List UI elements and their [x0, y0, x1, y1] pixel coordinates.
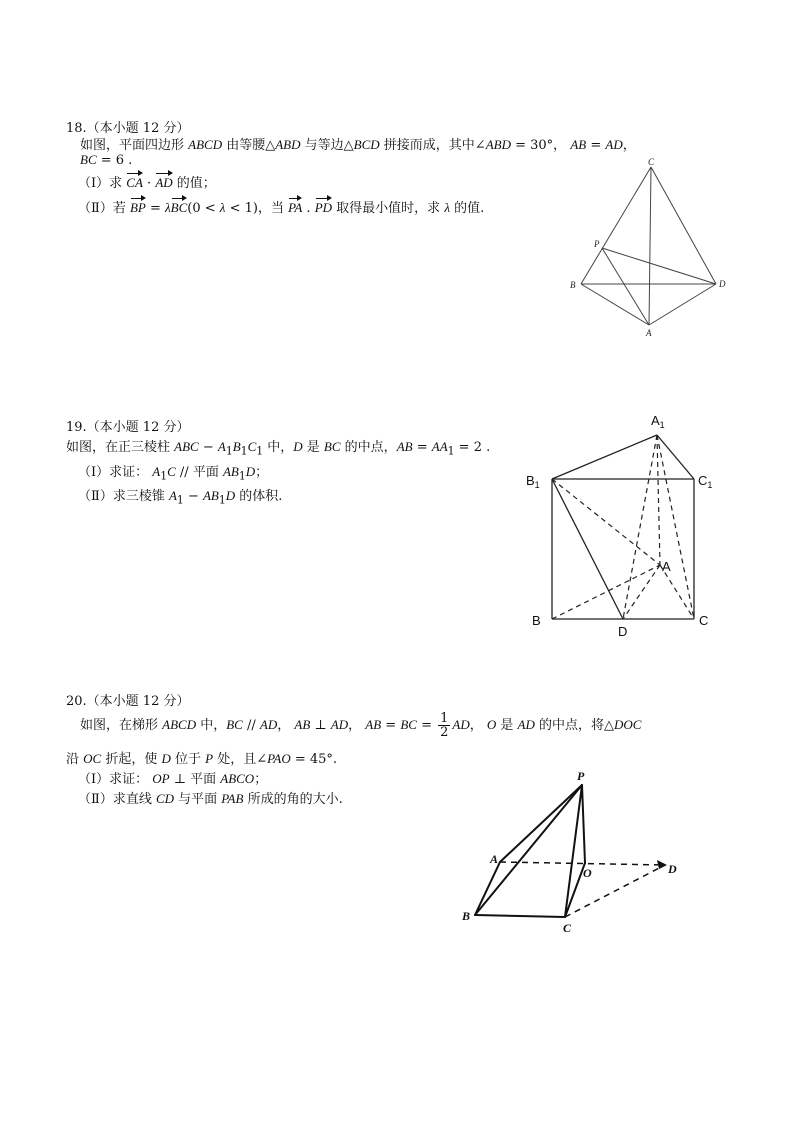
fig19-label-c1: $C_1$: [698, 473, 713, 490]
problem-18-stem-line1: 如图，平面四边形 ABCD 由等腰△ABD 与等边△BCD 拼接而成，其中∠ABD = 30°， AB = AD，: [80, 137, 636, 153]
fig18-label-d: D: [719, 279, 726, 289]
fig20-label-o: O: [583, 866, 592, 880]
fig19-edge-a1c1: [657, 435, 694, 479]
fig18-label-b: B: [570, 280, 576, 290]
problem-19-stem: 如图，在正三棱柱 ABC − $A_1B_1C_1$ 中，D 是 BC 的中点，AB = $AA_1 = 2$ .: [66, 439, 491, 458]
problem-20-stem-line2: 沿 OC 折起，使 D 位于 P 处，且∠PAO = 45°.: [66, 751, 338, 767]
fig20-edge-bc: [475, 915, 565, 917]
fig19-label-d: D: [618, 624, 628, 639]
fig19-edge-b1a1: [552, 435, 657, 479]
fig19-edge-ba: [552, 565, 660, 619]
problem-18-header: 18.（本小题 12 分）: [66, 121, 190, 136]
fig18-edge-ad: [649, 284, 716, 325]
fig19-edge-a1d: [623, 435, 657, 619]
problem-19-figure: [520, 405, 720, 640]
fig20-arrow-d: [657, 860, 667, 869]
fig18-edge-pa: [602, 248, 649, 325]
fig18-label-c: C: [648, 157, 655, 167]
fig18-label-a: A: [646, 328, 652, 338]
problem-19-part2: （Ⅱ）求三棱锥 $A_1 - AB_1D$ 的体积.: [78, 488, 283, 507]
fig20-label-c: C: [563, 921, 572, 935]
problem-20-stem-line1: 如图，在梯形 ABCD 中，BC // AD， AB ⊥ AD， AB = BC = $\frac{1}{2}$ AD， O 是 AD 的中点，将△DOC: [80, 711, 642, 740]
fig19-edge-ad: [623, 565, 660, 619]
fig20-edge-po: [582, 785, 585, 863]
fig19-label-b: B: [532, 613, 541, 628]
problem-18-stem-line2: BC = 6 .: [80, 152, 133, 168]
fig18-edge-ab: [581, 284, 649, 325]
fig20-edge-ad: [500, 862, 665, 865]
problem-20-figure: [455, 765, 695, 935]
problem-20-header: 20.（本小题 12 分）: [66, 694, 190, 709]
fig20-edge-pb: [475, 785, 582, 915]
fig19-edge-a1c: [657, 435, 694, 619]
problem-20-part2: （Ⅱ）求直线 CD 与平面 PAB 所成的角的大小.: [78, 791, 343, 807]
fig18-edge-ca: [649, 167, 651, 325]
fig19-label-c: C: [699, 613, 709, 628]
fig18-edge-bc: [581, 167, 651, 284]
problem-19-header: 19.（本小题 12 分）: [66, 420, 190, 435]
fig20-label-d: D: [668, 862, 677, 876]
fig18-label-p: P: [594, 239, 600, 249]
fig20-edge-pa: [500, 785, 582, 862]
problem-18-part1: （Ⅰ）求 CA · AD 的值；: [78, 171, 216, 191]
fig20-edge-cd: [565, 865, 665, 917]
fig19-label-a: A: [662, 559, 671, 574]
fig19-edge-b1d: [552, 479, 623, 619]
problem-18-part2: （Ⅱ）若 BP = λBC(0 < λ < 1)，当 PA . PD 取得最小值时，求 λ 的值.: [78, 196, 484, 216]
problem-20-part1: （Ⅰ）求证： OP ⊥ 平面 ABCO；: [78, 771, 268, 787]
fig20-label-p: P: [577, 769, 585, 783]
fig19-edge-b1a: [552, 479, 660, 565]
fig19-label-a1: $A_1$: [651, 413, 665, 430]
problem-19-part1: （Ⅰ）求证： $A_1C$ // 平面 $AB_1D$；: [78, 464, 269, 483]
fig20-label-a: A: [490, 852, 499, 866]
problem-18-figure: [560, 155, 740, 345]
fig20-edge-pc: [565, 785, 582, 917]
fig19-edge-a1a: [657, 435, 660, 565]
fig20-label-b: B: [462, 909, 471, 923]
fig19-label-b1: $B_1$: [526, 473, 540, 490]
